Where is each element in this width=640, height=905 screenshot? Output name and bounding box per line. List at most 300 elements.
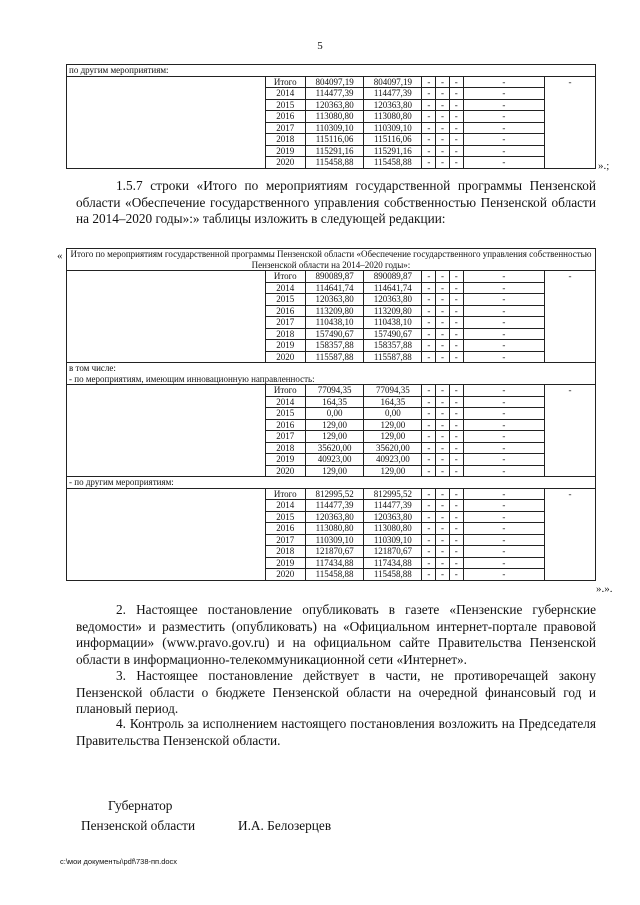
table-cell-value: 115116,06: [364, 134, 422, 146]
table-cell-value: -: [436, 294, 450, 306]
table-cell-value: -: [422, 305, 436, 317]
table-cell-year: 2016: [265, 305, 305, 317]
table-label-row: [67, 374, 596, 385]
table-row: [67, 340, 596, 352]
table-row: [67, 408, 596, 420]
table-cell-value: [545, 340, 596, 352]
table-label-other: - по другим мероприятиям:: [67, 477, 596, 489]
table-cell-empty: [67, 569, 266, 581]
table-cell-year: 2020: [265, 569, 305, 581]
table-cell-value: -: [436, 408, 450, 420]
table-cell-value: -: [463, 534, 544, 546]
table-cell-value: 129,00: [305, 465, 363, 477]
table-cell-value: -: [422, 500, 436, 512]
table-cell-value: 40923,00: [364, 454, 422, 466]
table-cell-value: 110438,10: [364, 317, 422, 329]
table-cell-value: -: [436, 546, 450, 558]
table-cell-value: -: [449, 76, 463, 88]
table-cell-value: -: [422, 385, 436, 397]
table-cell-value: -: [422, 442, 436, 454]
paragraph-4: 4. Контроль за исполнением настоящего постановления возложить на Председателя Правительства Пензенской области.: [76, 716, 596, 748]
table-cell-empty: [67, 511, 266, 523]
table-header-row: [67, 249, 596, 271]
table-cell-empty: [67, 351, 266, 363]
table-row: [67, 442, 596, 454]
table-cell-year: 2017: [265, 431, 305, 443]
table-cell-value: -: [449, 408, 463, 420]
table-cell-value: 115291,16: [364, 145, 422, 157]
table-cell-value: 804097,19: [364, 76, 422, 88]
table-rows: [67, 76, 596, 168]
table-cell-value: 114477,39: [364, 500, 422, 512]
table-cell-value: -: [463, 396, 544, 408]
table-cell-value: [545, 305, 596, 317]
table-cell-value: 113080,80: [364, 523, 422, 535]
table-cell-value: -: [422, 145, 436, 157]
table-row: [67, 396, 596, 408]
table-cell-value: -: [449, 328, 463, 340]
table-cell-value: -: [422, 317, 436, 329]
table-cell-empty: [67, 294, 266, 306]
finance-table-program-total: [66, 248, 596, 581]
table-row: [67, 523, 596, 535]
table-cell-value: [545, 534, 596, 546]
table-cell-value: 164,35: [364, 396, 422, 408]
table-cell-value: -: [436, 557, 450, 569]
table-row: [67, 88, 596, 100]
table-cell-year: 2019: [265, 340, 305, 352]
table-cell-empty: [67, 122, 266, 134]
table-row: [67, 534, 596, 546]
table-cell-value: -: [449, 88, 463, 100]
table-row: [67, 511, 596, 523]
table-cell-value: [545, 99, 596, 111]
close-quote-mark: ».;: [598, 160, 610, 172]
table-cell-value: -: [422, 111, 436, 123]
table-row: [67, 351, 596, 363]
table-cell-value: -: [449, 534, 463, 546]
table-cell-value: -: [436, 511, 450, 523]
table-cell-year: 2016: [265, 523, 305, 535]
table-cell-value: 120363,80: [305, 294, 363, 306]
table-cell-value: -: [422, 396, 436, 408]
table-cell-value: -: [422, 99, 436, 111]
table-cell-value: [545, 145, 596, 157]
table-cell-year: 2014: [265, 88, 305, 100]
table-cell-empty: [67, 396, 266, 408]
table-label-row: [67, 477, 596, 489]
table-cell-year: Итого: [265, 76, 305, 88]
table-cell-value: -: [545, 76, 596, 88]
table-cell-value: -: [463, 317, 544, 329]
table-cell-value: -: [463, 351, 544, 363]
table-row: [67, 419, 596, 431]
table-cell-value: 40923,00: [305, 454, 363, 466]
table-cell-value: -: [422, 88, 436, 100]
table-cell-value: 115587,88: [364, 351, 422, 363]
table-cell-year: 2019: [265, 145, 305, 157]
table-cell-value: [545, 408, 596, 420]
table-cell-empty: [67, 157, 266, 169]
table-cell-year: 2015: [265, 511, 305, 523]
page-number: 5: [317, 40, 323, 52]
table-cell-value: -: [463, 88, 544, 100]
table-header: Итого по мероприятиям государственной программы Пензенской области «Обеспечение государственного управления собственностью Пензенской области на 2014–2020 годы»:: [67, 249, 596, 271]
table-cell-value: -: [463, 111, 544, 123]
table-cell-value: -: [422, 534, 436, 546]
table-cell-value: -: [449, 442, 463, 454]
table-cell-year: 2018: [265, 134, 305, 146]
signature-name: И.А. Белозерцев: [238, 818, 332, 833]
table-row: [67, 500, 596, 512]
paragraph-1-5-7: 1.5.7 строки «Итого по мероприятиям государственной программы Пензенской области «Обеспечение государственного управления собственностью Пензенской области на 2014–2020 годы»:» таблицы изложить в следующей редакции:: [76, 178, 596, 226]
paragraph-3: 3. Настоящее постановление действует в части, не противоречащей закону Пензенской области о бюджете Пензенской области на очередной финансовый год и плановый период.: [76, 668, 596, 716]
table-cell-value: 115291,16: [305, 145, 363, 157]
table-row: [67, 546, 596, 558]
table-cell-value: -: [436, 134, 450, 146]
table-cell-value: 812995,52: [305, 488, 363, 500]
table-cell-value: 158357,88: [305, 340, 363, 352]
table-cell-value: -: [422, 454, 436, 466]
table-cell-value: -: [449, 488, 463, 500]
table-cell-value: -: [436, 88, 450, 100]
table-cell-empty: [67, 271, 266, 283]
table-cell-value: -: [436, 454, 450, 466]
table-cell-value: -: [436, 157, 450, 169]
table-cell-year: 2018: [265, 442, 305, 454]
table-cell-value: -: [449, 396, 463, 408]
table-cell-value: -: [436, 569, 450, 581]
table-cell-empty: [67, 145, 266, 157]
table-cell-value: 110309,10: [305, 534, 363, 546]
table-cell-value: -: [422, 546, 436, 558]
table-cell-empty: [67, 76, 266, 88]
table-cell-value: 115587,88: [305, 351, 363, 363]
table-cell-value: 114477,39: [305, 500, 363, 512]
table-cell-value: -: [422, 465, 436, 477]
table-cell-value: 110309,10: [305, 122, 363, 134]
table-cell-value: -: [436, 317, 450, 329]
table-cell-value: -: [449, 294, 463, 306]
table-cell-value: -: [422, 134, 436, 146]
table-cell-empty: [67, 408, 266, 420]
table-cell-value: -: [463, 408, 544, 420]
table-cell-value: -: [449, 557, 463, 569]
table-cell-year: 2018: [265, 546, 305, 558]
table-row: [67, 305, 596, 317]
table-cell-value: [545, 546, 596, 558]
table-row: [67, 157, 596, 169]
table-row: [67, 569, 596, 581]
table-cell-value: -: [436, 488, 450, 500]
table-cell-value: -: [436, 523, 450, 535]
table-cell-value: 158357,88: [364, 340, 422, 352]
table-cell-year: Итого: [265, 385, 305, 397]
table-row: [67, 431, 596, 443]
table-cell-year: 2020: [265, 157, 305, 169]
table-cell-value: -: [422, 511, 436, 523]
table-cell-value: 129,00: [364, 431, 422, 443]
table-cell-empty: [67, 99, 266, 111]
table-cell-value: -: [463, 385, 544, 397]
table-cell-value: -: [436, 328, 450, 340]
table-cell-value: 121870,67: [305, 546, 363, 558]
table-cell-year: 2019: [265, 454, 305, 466]
table-cell-value: 113080,80: [305, 523, 363, 535]
table-cell-value: -: [463, 523, 544, 535]
table-cell-value: -: [436, 396, 450, 408]
signature-title-line1: Губернатор: [108, 798, 173, 813]
table-label-row: [67, 363, 596, 374]
table-cell-value: [545, 282, 596, 294]
table-row: [67, 465, 596, 477]
table-cell-empty: [67, 546, 266, 558]
table-cell-value: -: [422, 408, 436, 420]
table-cell-empty: [67, 419, 266, 431]
table-cell-value: 110309,10: [364, 122, 422, 134]
table-cell-value: -: [436, 419, 450, 431]
table-cell-empty: [67, 305, 266, 317]
table-cell-value: 117434,88: [364, 557, 422, 569]
table-cell-value: -: [449, 569, 463, 581]
table-cell-value: -: [463, 305, 544, 317]
table-cell-value: -: [449, 122, 463, 134]
table-cell-value: -: [449, 99, 463, 111]
table-cell-value: -: [422, 294, 436, 306]
table-cell-value: -: [449, 385, 463, 397]
table-cell-value: [545, 294, 596, 306]
table-cell-value: -: [422, 569, 436, 581]
table-cell-empty: [67, 534, 266, 546]
table-cell-value: 812995,52: [364, 488, 422, 500]
table-cell-value: -: [422, 282, 436, 294]
table-cell-value: -: [463, 134, 544, 146]
table-cell-value: 120363,80: [305, 511, 363, 523]
table-row: [67, 488, 596, 500]
table-cell-value: -: [449, 454, 463, 466]
table-cell-value: -: [436, 340, 450, 352]
table-cell-value: [545, 419, 596, 431]
table-rows-other: [67, 488, 596, 580]
table-cell-empty: [67, 465, 266, 477]
table-cell-value: -: [436, 76, 450, 88]
table-cell-value: 115458,88: [364, 157, 422, 169]
table-cell-year: 2014: [265, 396, 305, 408]
table-cell-value: [545, 122, 596, 134]
table-cell-value: 113080,80: [305, 111, 363, 123]
table-cell-value: 120363,80: [364, 294, 422, 306]
table-row: [67, 145, 596, 157]
table-cell-value: -: [436, 465, 450, 477]
table-cell-value: -: [463, 145, 544, 157]
table-cell-value: -: [463, 431, 544, 443]
table-row: [67, 454, 596, 466]
table-row: [67, 271, 596, 283]
table-row: [67, 99, 596, 111]
table-row: [67, 557, 596, 569]
table-label-row: [67, 65, 596, 77]
table-cell-value: -: [449, 317, 463, 329]
table-cell-value: -: [449, 465, 463, 477]
table-cell-year: Итого: [265, 271, 305, 283]
table-cell-value: -: [463, 294, 544, 306]
table-cell-empty: [67, 523, 266, 535]
table-cell-year: 2017: [265, 534, 305, 546]
table-cell-value: 115458,88: [364, 569, 422, 581]
table-cell-empty: [67, 340, 266, 352]
table-cell-value: [545, 351, 596, 363]
paragraph-2: 2. Настоящее постановление опубликовать в газете «Пензенские губернские ведомости» и разместить (опубликовать) на «Официальном интернет-портале правовой информации» (www.pravo.gov.ru) и на официальном сайте Правительства Пензенской области в информационно-телекоммуникационной сети «Интернет».: [76, 602, 596, 667]
table-cell-value: -: [436, 271, 450, 283]
table-row: [67, 317, 596, 329]
table-cell-empty: [67, 500, 266, 512]
table-cell-value: 110438,10: [305, 317, 363, 329]
table-cell-value: 129,00: [305, 431, 363, 443]
table-cell-value: -: [436, 145, 450, 157]
table-cell-value: -: [422, 557, 436, 569]
table-cell-value: 0,00: [305, 408, 363, 420]
table-cell-value: -: [449, 111, 463, 123]
table-cell-value: -: [422, 488, 436, 500]
table-cell-value: -: [463, 99, 544, 111]
table-cell-value: -: [545, 271, 596, 283]
table-cell-value: 129,00: [364, 465, 422, 477]
finance-table-other-measures: [66, 64, 596, 169]
table-cell-value: -: [449, 523, 463, 535]
table-cell-value: 113080,80: [364, 111, 422, 123]
table-row: [67, 385, 596, 397]
table-cell-value: -: [463, 271, 544, 283]
table-cell-value: 113209,80: [364, 305, 422, 317]
table-cell-value: -: [422, 340, 436, 352]
table-cell-value: [545, 454, 596, 466]
table-cell-value: 120363,80: [364, 99, 422, 111]
table-cell-empty: [67, 488, 266, 500]
table-cell-value: -: [436, 305, 450, 317]
table-cell-value: 114477,39: [305, 88, 363, 100]
table-cell-value: -: [449, 134, 463, 146]
table-cell-value: 77094,35: [364, 385, 422, 397]
table-row: [67, 134, 596, 146]
table-cell-value: -: [463, 511, 544, 523]
table-cell-value: -: [545, 385, 596, 397]
table-label: по другим мероприятиям:: [67, 65, 596, 77]
table-cell-value: [545, 557, 596, 569]
table-cell-value: [545, 431, 596, 443]
table-row: [67, 294, 596, 306]
table-cell-value: 110309,10: [364, 534, 422, 546]
table-cell-value: -: [436, 500, 450, 512]
table-cell-year: 2016: [265, 419, 305, 431]
table-cell-value: [545, 511, 596, 523]
table-cell-value: -: [436, 282, 450, 294]
table-cell-value: -: [449, 305, 463, 317]
table-cell-value: -: [449, 340, 463, 352]
table-cell-value: -: [436, 534, 450, 546]
table-cell-empty: [67, 557, 266, 569]
table-cell-value: -: [463, 157, 544, 169]
table-row: [67, 328, 596, 340]
table-cell-value: -: [422, 157, 436, 169]
table-cell-value: 35620,00: [305, 442, 363, 454]
table-cell-empty: [67, 454, 266, 466]
table-cell-value: 114477,39: [364, 88, 422, 100]
table-cell-value: -: [463, 442, 544, 454]
table-cell-value: -: [463, 488, 544, 500]
table-cell-value: -: [422, 271, 436, 283]
table-cell-empty: [67, 385, 266, 397]
table-cell-value: 115116,06: [305, 134, 363, 146]
table-cell-value: [545, 523, 596, 535]
table-cell-value: -: [449, 546, 463, 558]
table-label-including: в том числе:: [67, 363, 596, 374]
table-cell-empty: [67, 328, 266, 340]
table-row: [67, 122, 596, 134]
table-cell-value: -: [463, 557, 544, 569]
table-rows-total: [67, 271, 596, 363]
footer-file-path: c:\мои документы\pdf\738-пп.docx: [60, 857, 178, 866]
table-cell-value: 0,00: [364, 408, 422, 420]
table-cell-year: 2016: [265, 111, 305, 123]
table-cell-value: -: [436, 99, 450, 111]
close-quote-mark: ».».: [596, 583, 613, 595]
table-cell-value: 117434,88: [305, 557, 363, 569]
table-cell-value: -: [463, 340, 544, 352]
table-cell-empty: [67, 442, 266, 454]
table-cell-empty: [67, 282, 266, 294]
table-cell-value: -: [449, 511, 463, 523]
table-cell-value: [545, 442, 596, 454]
table-cell-value: [545, 328, 596, 340]
table-row: [67, 111, 596, 123]
table-cell-value: [545, 111, 596, 123]
table-cell-value: 890089,87: [305, 271, 363, 283]
table-cell-value: 157490,67: [364, 328, 422, 340]
table-cell-value: [545, 88, 596, 100]
table-cell-value: -: [463, 122, 544, 134]
table-cell-value: 129,00: [305, 419, 363, 431]
table-cell-value: 35620,00: [364, 442, 422, 454]
table-cell-empty: [67, 317, 266, 329]
table-cell-value: -: [463, 282, 544, 294]
table-cell-value: -: [463, 500, 544, 512]
table-cell-year: 2019: [265, 557, 305, 569]
table-cell-year: 2015: [265, 408, 305, 420]
table-cell-value: -: [449, 500, 463, 512]
table-cell-value: 115458,88: [305, 157, 363, 169]
table-cell-value: -: [449, 351, 463, 363]
table-cell-value: -: [436, 431, 450, 443]
table-cell-value: [545, 569, 596, 581]
table-cell-year: 2020: [265, 465, 305, 477]
table-cell-value: [545, 134, 596, 146]
table-cell-empty: [67, 134, 266, 146]
table-cell-value: -: [422, 431, 436, 443]
table-cell-value: -: [422, 523, 436, 535]
table-cell-value: -: [436, 122, 450, 134]
table-cell-value: 121870,67: [364, 546, 422, 558]
table-cell-year: 2018: [265, 328, 305, 340]
table-cell-year: 2014: [265, 282, 305, 294]
table-cell-empty: [67, 88, 266, 100]
table-cell-value: -: [422, 351, 436, 363]
table-label-innovation: - по мероприятиям, имеющим инновационную направленность:: [67, 374, 596, 385]
table-cell-value: -: [449, 431, 463, 443]
table-row: [67, 76, 596, 88]
table-cell-year: 2017: [265, 122, 305, 134]
table-cell-value: -: [422, 328, 436, 340]
table-cell-value: 77094,35: [305, 385, 363, 397]
